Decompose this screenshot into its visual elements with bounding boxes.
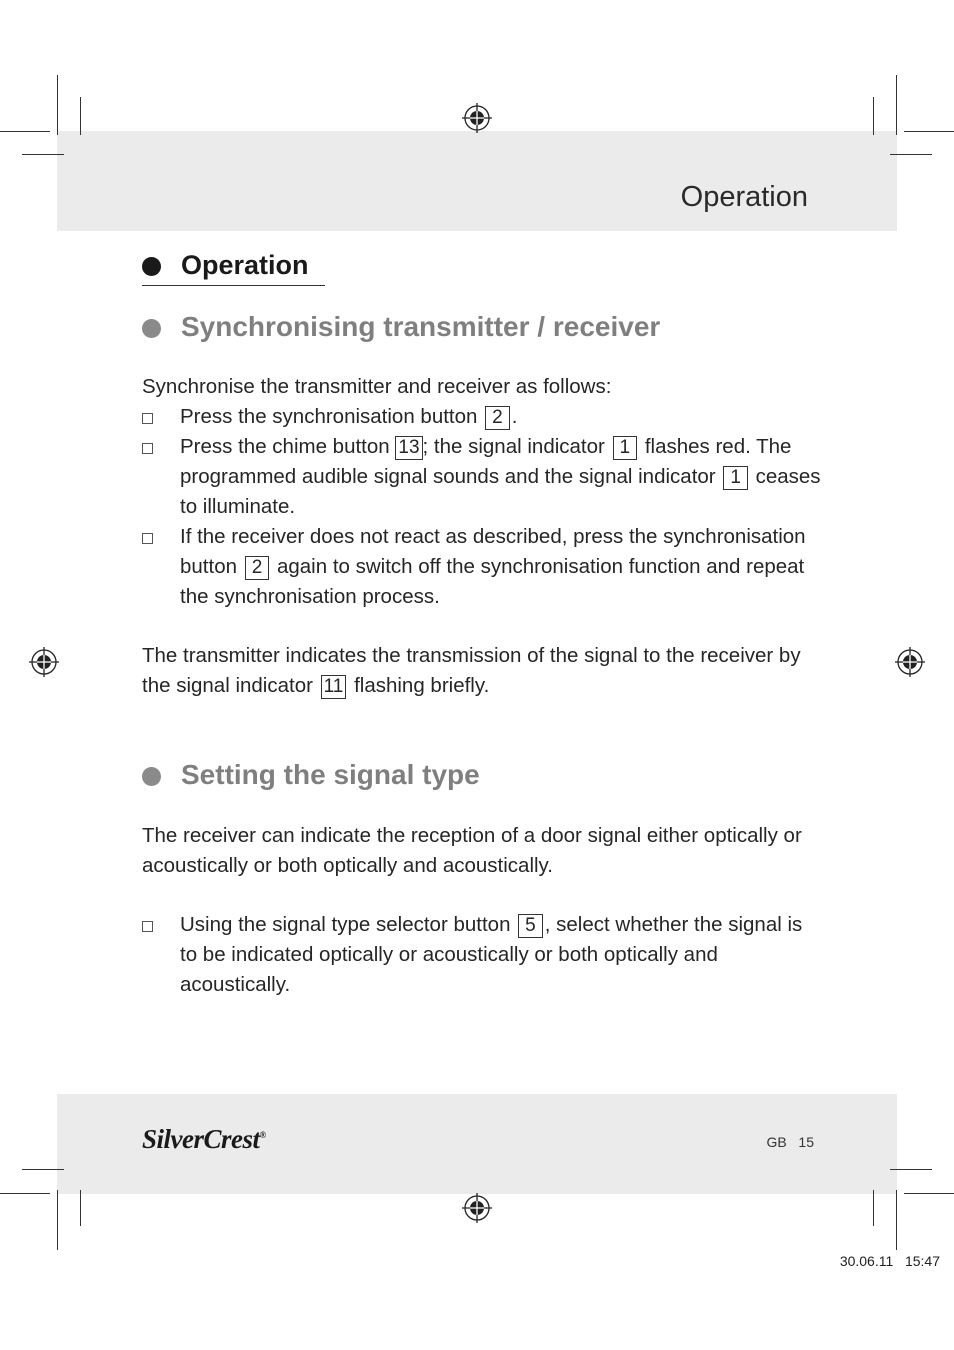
heading-text: Synchronising transmitter / receiver [181, 311, 661, 342]
heading-text: Setting the signal type [181, 759, 480, 790]
list-item: If the receiver does not react as described, press the synchronisation button 2 again to switch off the synchronisation function and repeat the synchronisation process. [142, 522, 822, 612]
part-ref: 5 [518, 914, 543, 938]
bullet-dot-icon [142, 767, 161, 786]
list-item: Press the synchronisation button 2 . [142, 402, 822, 432]
part-ref: 2 [485, 406, 510, 430]
checkbox-square-icon [142, 533, 153, 544]
print-timestamp: 30.06.11 15:47 [839, 1253, 940, 1269]
part-ref: 11 [321, 675, 347, 699]
part-ref: 1 [613, 436, 638, 460]
checkbox-square-icon [142, 413, 153, 424]
part-ref: 2 [245, 556, 270, 580]
sync-note: The transmitter indicates the transmission of the signal to the receiver by the signal indicator 11 flashing briefly. [142, 644, 801, 697]
signal-intro: The receiver can indicate the reception of a door signal either optically or acoustically or both optically and acoustically. [142, 824, 802, 877]
registration-mark-icon [462, 103, 492, 133]
registration-mark-icon [29, 647, 59, 677]
list-item: Using the signal type selector button 5 , select whether the signal is to be indicated optically or acoustically or both optically and acoustically. [142, 910, 822, 1000]
sync-intro: Synchronise the transmitter and receiver as follows: [142, 375, 612, 398]
brand-logo: SilverCrest® [142, 1124, 266, 1154]
bullet-dot-icon [142, 257, 161, 276]
registration-mark-icon [895, 647, 925, 677]
heading-underline [142, 285, 325, 286]
part-ref: 1 [723, 466, 748, 490]
registration-mark-icon [462, 1193, 492, 1223]
checkbox-square-icon [142, 921, 153, 932]
page-header-title: Operation [680, 181, 808, 213]
heading-text: Operation [181, 250, 309, 280]
page-number: GB 15 [766, 1134, 814, 1150]
bullet-dot-icon [142, 319, 161, 338]
checkbox-square-icon [142, 443, 153, 454]
part-ref: 13 [395, 436, 422, 460]
list-item: Press the chime button 13 ; the signal indicator 1 flashes red. The programmed audible signal sounds and the signal indicator 1 ceases to illuminate. [142, 432, 822, 522]
